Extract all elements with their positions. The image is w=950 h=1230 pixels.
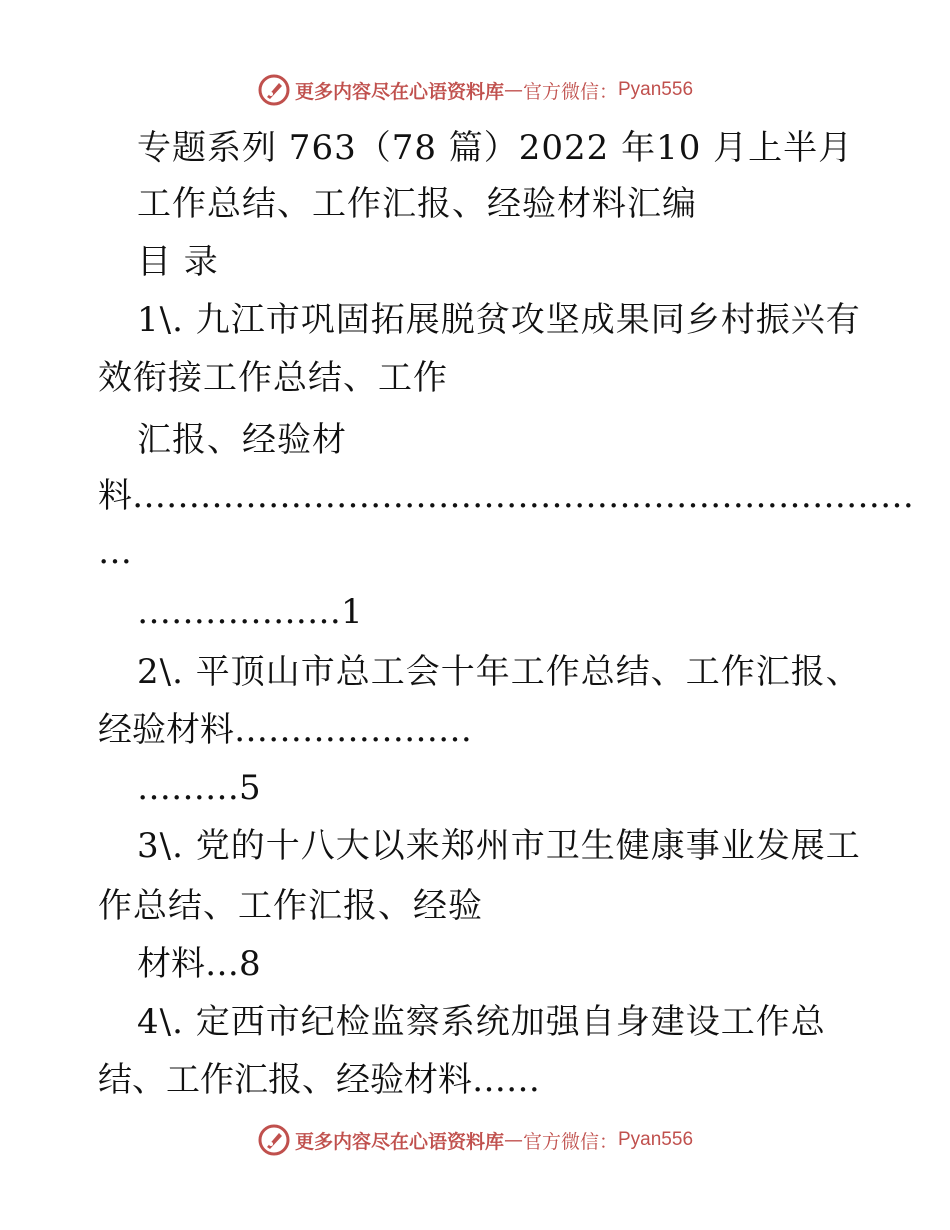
banner-wechat-label: 官方微信：	[522, 1130, 618, 1153]
toc-entry-1-line1: 1\. 九江市巩固拓展脱贫攻坚成果同乡村振兴有	[137, 300, 861, 340]
toc-entry-1-line5: …	[98, 532, 132, 572]
toc-entry-2-line1: 2\. 平顶山市总工会十年工作总结、工作汇报、	[137, 652, 861, 692]
toc-entry-4-line1: 4\. 定西市纪检监察系统加强自身建设工作总	[137, 1002, 826, 1042]
toc-entry-1-page: ………………1	[137, 592, 363, 632]
banner-handle: Pyan556	[618, 79, 694, 100]
banner-dash: —	[503, 79, 523, 101]
toc-entry-3-line2: 作总结、工作汇报、经验	[98, 886, 483, 926]
banner-wechat-label: 官方微信：	[522, 80, 618, 103]
banner-brand: 更多内容尽在心语资料库	[294, 1130, 504, 1153]
banner-handle: Pyan556	[618, 1129, 694, 1150]
pen-nib-logo-icon	[257, 1123, 291, 1157]
doc-title-line1: 专题系列 763（78 篇）2022 年10 月上半月	[137, 128, 854, 168]
banner-brand: 更多内容尽在心语资料库	[294, 80, 504, 103]
toc-entry-1-line4: 料……………………………………………………………	[98, 476, 914, 516]
footer-banner	[0, 1120, 950, 1160]
toc-entry-3-page: 材料…8	[137, 944, 261, 984]
banner-dash: —	[503, 1129, 523, 1151]
header-banner	[0, 70, 950, 110]
toc-heading: 目 录	[137, 242, 219, 282]
toc-entry-2-line2: 经验材料…………………	[98, 710, 472, 750]
doc-title-line2: 工作总结、工作汇报、经验材料汇编	[137, 184, 697, 224]
pen-nib-logo-icon	[257, 73, 291, 107]
toc-entry-4-line2: 结、工作汇报、经验材料……	[98, 1060, 540, 1100]
toc-entry-1-line2: 效衔接工作总结、工作	[98, 358, 448, 398]
toc-entry-1-line3: 汇报、经验材	[137, 420, 347, 460]
toc-entry-3-line1: 3\. 党的十八大以来郑州市卫生健康事业发展工	[137, 826, 861, 866]
toc-entry-2-page: ………5	[137, 768, 261, 808]
